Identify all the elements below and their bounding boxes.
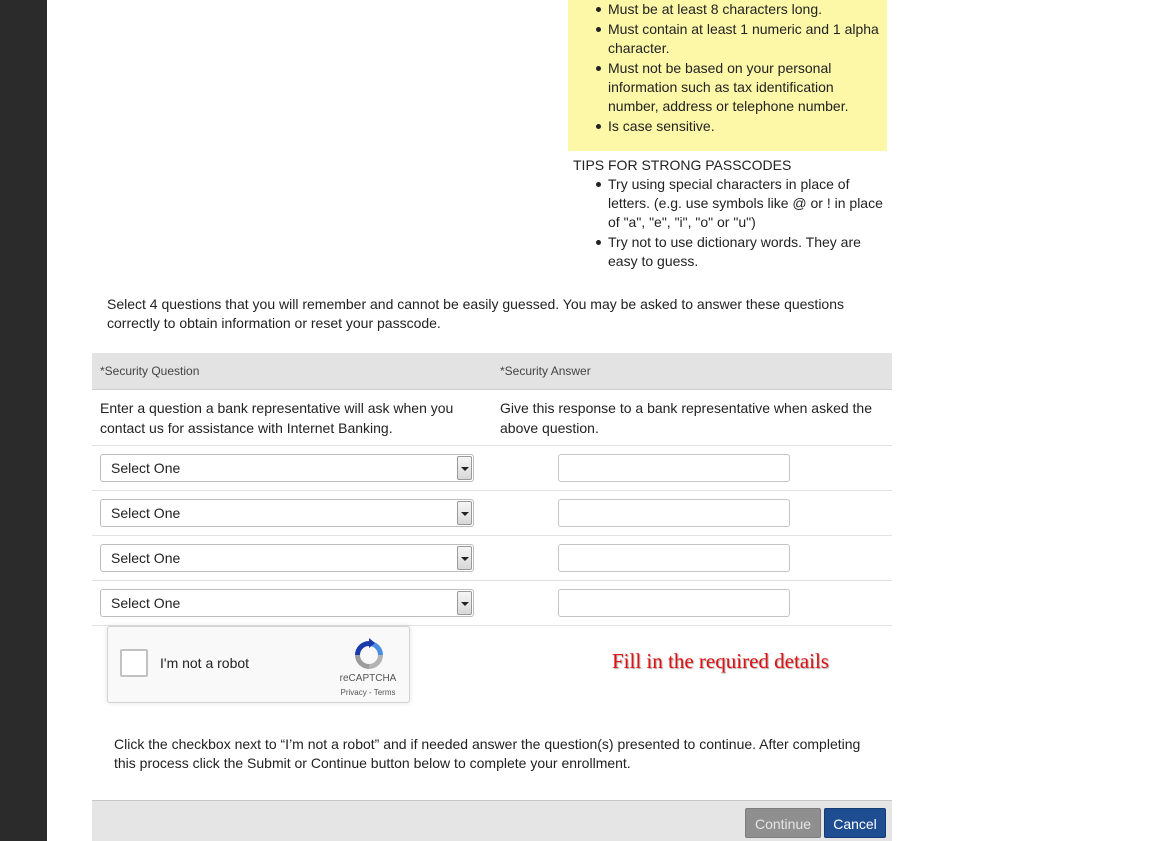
security-question-select-4[interactable] [100,589,474,617]
recaptcha-brand: reCAPTCHA [339,673,397,684]
tips-list [568,175,888,271]
question-column-header: *Security Question [100,364,200,378]
left-sidebar-bar [0,0,47,841]
continue-button[interactable]: Continue [745,808,821,838]
recaptcha-widget [107,626,410,703]
security-question-select-2[interactable] [100,499,474,527]
passcode-rule: Must not be based on your personal information such as tax identification number, address or telephone number. [568,59,879,116]
security-question-select-3[interactable] [100,544,474,572]
select-value: Select One [111,595,181,611]
passcode-rules-list [568,0,879,136]
security-answer-input-4[interactable] [558,589,790,617]
table-row [92,581,892,626]
table-header [92,353,892,390]
error-message: Fill in the required details [612,649,829,673]
dropdown-arrow-icon[interactable] [457,546,472,570]
recaptcha-logo-icon [351,637,387,673]
table-row [92,536,892,581]
recaptcha-privacy-terms[interactable]: Privacy - Terms [340,688,396,697]
tip-item: Try using special characters in place of letters. (e.g. use symbols like @ or ! in place of "a", "e", "i", "o" or "u") [568,175,888,232]
dropdown-arrow-icon[interactable] [457,456,472,480]
passcode-rules-box [568,0,887,151]
security-question-select-1[interactable] [100,454,474,482]
select-value: Select One [111,460,181,476]
security-answer-input-3[interactable] [558,544,790,572]
passcode-rule: Must contain at least 1 numeric and 1 alpha character. [568,20,879,58]
security-answer-input-2[interactable] [558,499,790,527]
tips-title: TIPS FOR STRONG PASSCODES [573,157,792,173]
passcode-rule: Is case sensitive. [568,117,879,136]
select-value: Select One [111,505,181,521]
recaptcha-label: I'm not a robot [160,655,250,671]
question-description: Enter a question a bank representative will ask when you contact us for assistance with Internet Banking. [100,399,454,436]
answer-column-header: *Security Answer [500,364,591,378]
recaptcha-checkbox[interactable] [120,649,148,677]
dropdown-arrow-icon[interactable] [457,591,472,615]
table-row [92,446,892,491]
passcode-tips [568,156,888,272]
answer-description: Give this response to a bank representative when asked the above question. [500,399,872,436]
security-answer-input-1[interactable] [558,454,790,482]
table-row [92,491,892,536]
tip-item: Try not to use dictionary words. They are easy to guess. [568,233,888,271]
cancel-button[interactable]: Cancel [824,808,886,838]
passcode-rule: Must be at least 8 characters long. [568,0,879,19]
select-value: Select One [111,550,181,566]
form-footer [92,800,892,841]
table-description-row [92,390,892,446]
captcha-instructions: Click the checkbox next to “I’m not a robot” and if needed answer the question(s) presented to continue. After completing this process click the Submit or Continue button below to complete your enrollment. [114,736,861,771]
security-questions-table [92,353,892,626]
security-instructions: Select 4 questions that you will remember and cannot be easily guessed. You may be asked to answer these questions correctly to obtain information or reset your passcode. [107,296,845,331]
dropdown-arrow-icon[interactable] [457,501,472,525]
